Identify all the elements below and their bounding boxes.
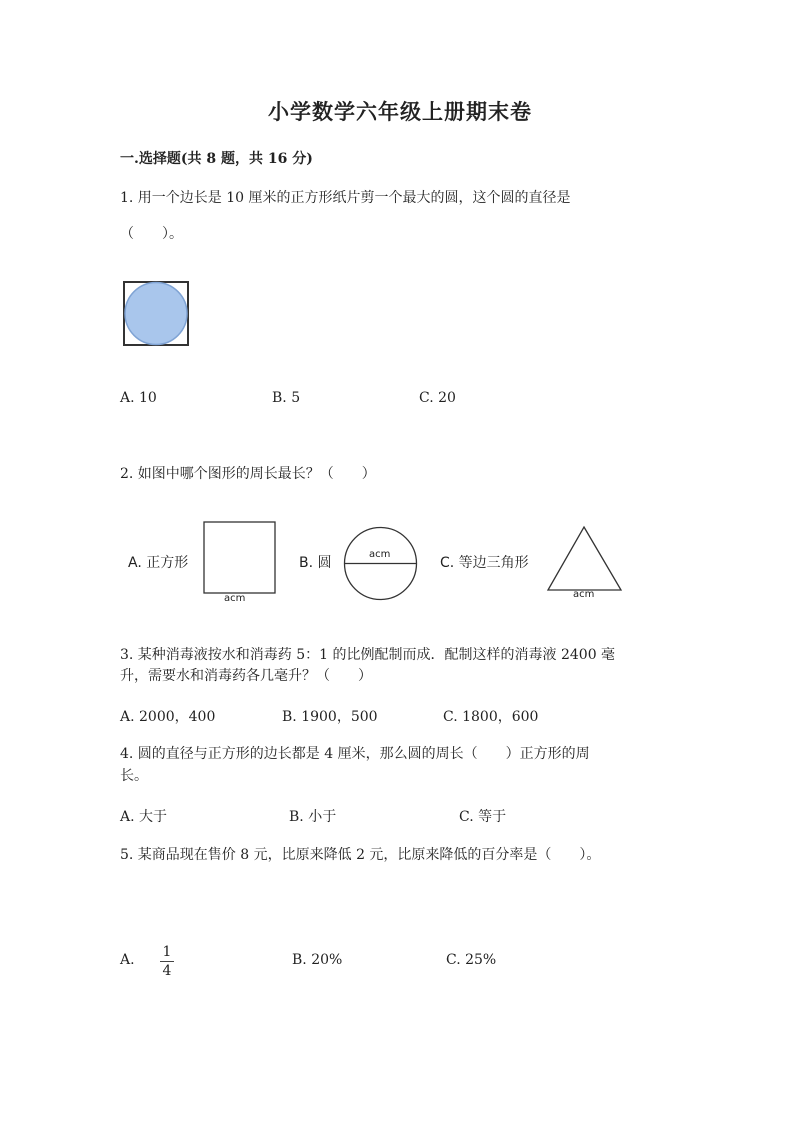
question-3-line-2: 升，需要水和消毒药各几毫升？（ ） xyxy=(120,668,372,684)
question-1-line-1: 1. 用一个边长是 10 厘米的正方形纸片剪一个最大的圆，这个圆的直径是 xyxy=(120,190,571,206)
question-1-option-a[interactable]: A. 10 xyxy=(120,390,157,406)
figure-label-square: A. 正方形 xyxy=(128,555,189,571)
fraction-denominator: 4 xyxy=(162,963,172,979)
circle-dimension-label: acm xyxy=(369,549,391,560)
question-1-option-b[interactable]: B. 5 xyxy=(272,390,301,406)
question-3-line-1: 3. 某种消毒液按水和消毒药 5：1 的比例配制而成．配制这样的消毒液 2400 毫 xyxy=(120,647,616,663)
figure-label-triangle: C. 等边三角形 xyxy=(440,555,529,571)
question-4-line-2: 长。 xyxy=(120,768,148,784)
question-5-option-a[interactable]: A. xyxy=(120,952,135,968)
question-4-option-b[interactable]: B. 小于 xyxy=(289,809,337,825)
figure-circle-shape xyxy=(342,525,420,603)
question-5-line-1: 5. 某商品现在售价 8 元，比原来降低 2 元，比原来降低的百分率是（ ）。 xyxy=(120,847,601,863)
page-title: 小学数学六年级上册期末卷 xyxy=(268,99,532,124)
question-3-option-b[interactable]: B. 1900，500 xyxy=(282,709,378,725)
figure-square-shape xyxy=(202,520,278,596)
question-1-line-2: （ ）。 xyxy=(120,226,183,242)
question-1-figure-circle-in-square xyxy=(121,280,191,348)
question-5-option-a-fraction xyxy=(158,944,176,979)
square-dimension-label: acm xyxy=(224,593,246,604)
section-heading: 一.选择题(共 8 题，共 16 分) xyxy=(120,151,313,167)
question-3-option-c[interactable]: C. 1800，600 xyxy=(443,709,539,725)
figure-triangle-shape xyxy=(545,524,625,594)
question-5-option-b[interactable]: B. 20% xyxy=(292,952,343,968)
question-4-option-c[interactable]: C. 等于 xyxy=(459,809,507,825)
figure-label-circle: B. 圆 xyxy=(299,555,332,571)
fraction-numerator: 1 xyxy=(162,944,172,960)
figure-circle xyxy=(125,283,187,345)
triangle-dimension-label: acm xyxy=(573,589,595,600)
question-3-option-a[interactable]: A. 2000，400 xyxy=(120,709,216,725)
question-1-option-c[interactable]: C. 20 xyxy=(419,390,456,406)
question-5-option-c[interactable]: C. 25% xyxy=(446,952,497,968)
question-4-line-1: 4. 圆的直径与正方形的边长都是 4 厘米，那么圆的周长（ ）正方形的周 xyxy=(120,746,590,762)
question-4-option-a[interactable]: A. 大于 xyxy=(120,809,168,825)
fraction-bar xyxy=(160,961,174,962)
question-2-line-1: 2. 如图中哪个图形的周长最长？（ ） xyxy=(120,466,376,482)
